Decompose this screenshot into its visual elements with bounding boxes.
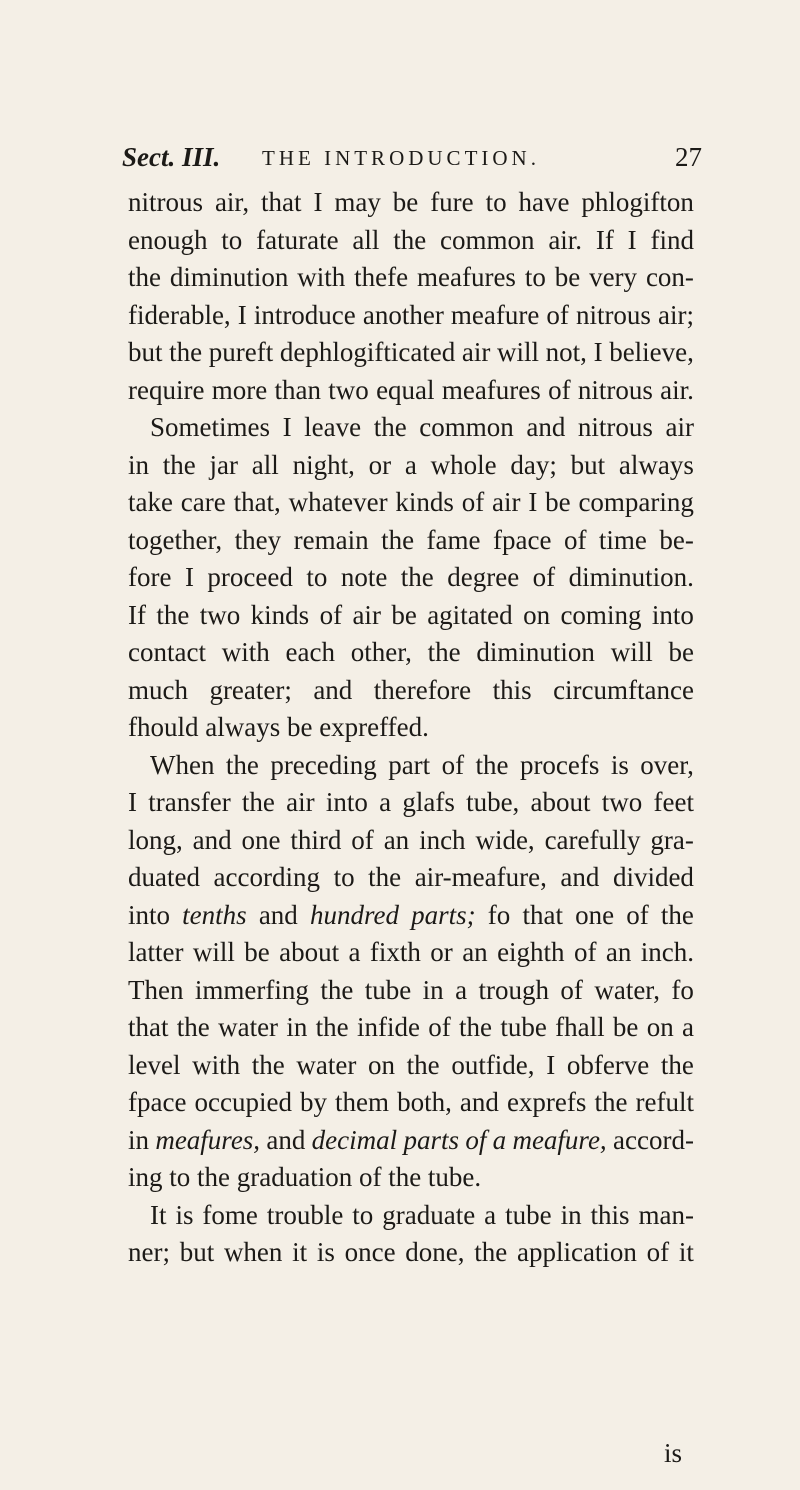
word: be [612, 1012, 639, 1042]
text-line [128, 784, 694, 822]
word: the [373, 412, 407, 442]
word: of [573, 937, 597, 967]
word: the [225, 749, 259, 780]
word: common [440, 224, 535, 255]
text-line [128, 897, 694, 935]
word: more [211, 374, 268, 405]
section-label: Sect. III. [122, 142, 221, 172]
word: third [290, 824, 342, 855]
word: latter [128, 937, 184, 967]
text-line: fhould always be expreffed. [128, 712, 429, 742]
word: into [128, 899, 171, 930]
word: other, [350, 637, 412, 667]
word: agitated [427, 599, 513, 630]
word: kinds [395, 487, 454, 517]
word: I [627, 224, 637, 255]
word: to [333, 862, 355, 892]
word: or [368, 449, 392, 480]
word: the [594, 1087, 628, 1117]
word: of [441, 749, 465, 780]
word: the [475, 749, 509, 780]
word: tenths [182, 899, 247, 930]
word: always [618, 449, 694, 480]
text-line [128, 372, 694, 410]
word: fpace [493, 524, 552, 555]
word: greater; [209, 674, 292, 705]
word: this [492, 674, 532, 705]
text-line [128, 934, 694, 972]
word: parts; [411, 899, 476, 930]
word: is [316, 1237, 335, 1267]
word: the [162, 449, 196, 480]
word: together, [128, 524, 223, 555]
word: transfer [148, 787, 231, 817]
word: of [351, 824, 374, 855]
word: air. [660, 374, 694, 405]
text-line [128, 672, 694, 710]
word: It [150, 1199, 167, 1230]
word: believe, [609, 337, 694, 367]
word: the [660, 1049, 694, 1080]
word: and [192, 824, 232, 855]
word: air [286, 787, 315, 817]
word: the [320, 974, 354, 1005]
word: feet [653, 787, 694, 817]
text-line [128, 297, 694, 335]
word: according [213, 862, 320, 892]
text-line [128, 334, 694, 372]
word: level [128, 1049, 181, 1080]
word: be [392, 187, 419, 217]
word: two [601, 787, 643, 817]
word: faturate [256, 224, 339, 255]
word: be [668, 637, 694, 667]
word: to [485, 187, 507, 217]
word: with [297, 262, 346, 292]
word: I [237, 299, 247, 330]
word: air [665, 412, 694, 442]
word: I [128, 787, 137, 817]
word: on [646, 1012, 674, 1042]
word: that, [233, 487, 281, 517]
word: a [379, 787, 392, 817]
word: an [383, 824, 410, 855]
word: be- [659, 524, 694, 555]
word: and [526, 412, 566, 442]
word: of [560, 974, 583, 1005]
word: meafures [417, 262, 516, 292]
word: of [532, 562, 556, 592]
word: inch [419, 824, 466, 855]
text-line [128, 484, 694, 522]
word: long, [128, 824, 183, 855]
word: of [546, 299, 569, 330]
word: in [286, 1012, 308, 1042]
word: is [610, 749, 629, 780]
word: night, [292, 449, 355, 480]
word: decimal [311, 1124, 398, 1155]
word: fo [671, 974, 694, 1005]
word: than [274, 374, 321, 405]
word: may [334, 187, 381, 217]
word: pureft [208, 337, 274, 367]
word: tube [364, 974, 412, 1005]
word: care [180, 487, 226, 517]
word: them [335, 1087, 390, 1117]
word: trough [478, 974, 549, 1005]
word: thefe [354, 262, 409, 292]
text-line [128, 409, 694, 447]
word: of [646, 1237, 670, 1267]
word: in [422, 974, 444, 1005]
word: fure [430, 187, 474, 217]
word: air [461, 337, 491, 367]
word: in [128, 1124, 150, 1155]
word: another [362, 299, 444, 330]
word: remain [293, 524, 369, 555]
word: with [192, 1049, 241, 1080]
word: refult [635, 1087, 694, 1117]
text-line [128, 1047, 694, 1085]
word: the [400, 562, 434, 592]
word: contact [128, 637, 206, 667]
word: the [459, 1012, 493, 1042]
word: all [352, 224, 380, 255]
word: into [325, 787, 368, 817]
word: very [589, 262, 638, 292]
word: divided [612, 862, 694, 892]
word: the [393, 224, 427, 255]
word: nitrous [575, 299, 651, 330]
text-line [128, 634, 694, 672]
text-line [128, 447, 694, 485]
word: to [352, 1199, 374, 1230]
word: When [150, 749, 215, 780]
word: fhall [555, 1012, 605, 1042]
word: a [492, 1124, 507, 1155]
word: tube, [466, 787, 520, 817]
word: a [682, 1012, 694, 1042]
word: time [598, 524, 647, 555]
text-line [128, 1197, 694, 1235]
word: with [221, 637, 270, 667]
word: jar [209, 449, 239, 480]
word: I [546, 1049, 556, 1080]
word: phlogifton [581, 187, 694, 217]
word: meafures, [155, 1124, 261, 1155]
word: infide [356, 1012, 420, 1042]
word: the [368, 862, 402, 892]
word: outfide, [451, 1049, 535, 1080]
word: tube [500, 1012, 547, 1042]
text-line [128, 972, 694, 1010]
word: will [192, 937, 235, 967]
word: but [570, 449, 606, 480]
word: they [234, 524, 282, 555]
word: of [563, 524, 587, 555]
word: air [352, 599, 381, 630]
word: when [223, 1237, 283, 1267]
word: of [428, 1012, 451, 1042]
word: on [523, 599, 551, 630]
word: diminution [476, 637, 595, 667]
word: meafure [450, 299, 540, 330]
word: and [560, 862, 600, 892]
word: tube [505, 1199, 552, 1230]
word: of [461, 487, 485, 517]
word: it [292, 1237, 308, 1267]
word: much [128, 674, 188, 705]
word: ner; [128, 1237, 170, 1267]
text-line [128, 184, 694, 222]
word: but [179, 1237, 215, 1267]
catchword: is [664, 1438, 683, 1468]
word: one [241, 824, 281, 855]
word: nitrous [128, 187, 204, 217]
word: therefore [373, 674, 472, 705]
word: diminution [169, 262, 289, 292]
word: to [221, 224, 243, 255]
word: I [313, 187, 323, 217]
word: leave [304, 412, 362, 442]
word: will [497, 337, 540, 367]
running-title: THE INTRODUCTION. [262, 146, 540, 170]
word: or [430, 937, 453, 967]
word: whatever [288, 487, 388, 517]
word: will [610, 637, 653, 667]
word: a [455, 974, 468, 1005]
word: air, [214, 187, 250, 217]
word: occupied [194, 1087, 292, 1117]
word: I [282, 412, 292, 442]
word: the [251, 1049, 285, 1080]
word: inch. [640, 937, 694, 967]
word: equal [376, 374, 435, 405]
word: dephlogifticated [279, 337, 456, 367]
word: kinds [250, 599, 310, 630]
word: an [605, 937, 632, 967]
word: both, [397, 1087, 452, 1117]
word: once [344, 1237, 396, 1267]
word: proceed [207, 562, 293, 592]
word: man- [638, 1199, 694, 1230]
word: fixth [369, 937, 421, 967]
word: graduate [382, 1199, 476, 1230]
word: I [593, 337, 603, 367]
word: circumftance [553, 674, 694, 705]
word: be [554, 262, 581, 292]
word: a [348, 937, 361, 967]
word: trouble [266, 1199, 344, 1230]
word: procefs [519, 749, 600, 780]
word: take [128, 487, 173, 517]
word: meafure, [512, 1124, 607, 1155]
word: all [251, 449, 279, 480]
text-line [128, 859, 694, 897]
word: of [548, 374, 571, 405]
word: exprefs [506, 1087, 587, 1117]
word: be [244, 937, 270, 967]
word: of [465, 1124, 487, 1155]
word: that [261, 187, 302, 217]
word: day; [510, 449, 557, 480]
word: preceding [270, 749, 377, 780]
word: I [184, 562, 194, 592]
text-line [128, 222, 694, 260]
word: this [590, 1199, 630, 1230]
running-head [122, 142, 702, 172]
word: I [528, 487, 538, 517]
word: and [313, 674, 353, 705]
word: about [530, 787, 591, 817]
word: air-meafure, [414, 862, 547, 892]
word: fame [426, 524, 481, 555]
word: the [381, 524, 415, 555]
word: enough [128, 224, 208, 255]
word: that [128, 1012, 169, 1042]
text-line [128, 1009, 694, 1047]
word: accord- [613, 1124, 694, 1155]
word: each [285, 637, 335, 667]
word: the [241, 787, 275, 817]
word: have [518, 187, 570, 217]
word: introduce [253, 299, 356, 330]
word: the [169, 337, 203, 367]
text-line [128, 822, 694, 860]
word: nitrous [577, 374, 653, 405]
word: about [279, 937, 340, 967]
word: common [419, 412, 514, 442]
word: glafs [402, 787, 455, 817]
word: on [368, 1049, 396, 1080]
text-line [128, 747, 694, 785]
word: meafures [441, 374, 541, 405]
word: air [492, 487, 521, 517]
text-line [128, 1234, 694, 1272]
word: over, [640, 749, 694, 780]
text-line [128, 522, 694, 560]
word: If [128, 599, 146, 630]
word: in [128, 449, 150, 480]
word: is [175, 1199, 194, 1230]
word: air. [548, 224, 583, 255]
word: fpace [128, 1087, 187, 1117]
word: degree [447, 562, 520, 592]
word: two [199, 599, 241, 630]
word: part [388, 749, 431, 780]
word: note [340, 562, 388, 592]
word: of [626, 899, 649, 930]
word: that [522, 899, 563, 930]
word: to [306, 562, 328, 592]
text-line: ing to the graduation of the tube. [128, 1162, 482, 1192]
word: gra- [650, 824, 694, 855]
word: obferve [566, 1049, 650, 1080]
word: water [296, 1049, 357, 1080]
text-line [128, 259, 694, 297]
word: Then [128, 974, 184, 1005]
word: If [595, 224, 614, 255]
word: the [176, 1012, 210, 1042]
word: and [258, 899, 298, 930]
text-line [128, 559, 694, 597]
word: one [575, 899, 615, 930]
word: parts [403, 1124, 459, 1155]
word: the [474, 1237, 508, 1267]
word: immerfing [194, 974, 309, 1005]
word: by [300, 1087, 327, 1117]
word: fo [487, 899, 511, 930]
text-line [128, 1084, 694, 1122]
word: done, [405, 1237, 465, 1267]
word: air; [658, 299, 694, 330]
word: fome [202, 1199, 258, 1230]
word: wide, [475, 824, 535, 855]
word: water, [594, 974, 660, 1005]
word: the [406, 1049, 440, 1080]
word: fore [128, 562, 172, 592]
text-line [128, 1122, 694, 1160]
page-number: 27 [675, 142, 702, 172]
word: to [524, 262, 546, 292]
word: it [678, 1237, 694, 1267]
word: but [128, 337, 163, 367]
word: the [156, 599, 190, 630]
word: be [545, 487, 571, 517]
word: an [462, 937, 488, 967]
word: of [319, 599, 343, 630]
word: be [391, 599, 417, 630]
word: coming [560, 599, 642, 630]
word: hundred [309, 899, 399, 930]
word: con- [645, 262, 694, 292]
word: a [484, 1199, 497, 1230]
word: and [266, 1124, 306, 1155]
word: the [660, 899, 694, 930]
word: fiderable, [128, 299, 231, 330]
word: and [459, 1087, 499, 1117]
word: water [218, 1012, 279, 1042]
word: Sometimes [150, 412, 270, 442]
word: find [650, 224, 694, 255]
word: application [516, 1237, 637, 1267]
word: require [128, 374, 205, 405]
word: the [427, 637, 461, 667]
word: two [328, 374, 369, 405]
word: a [404, 449, 417, 480]
word: comparing [578, 487, 694, 517]
word: carefully [544, 824, 641, 855]
word: not, [545, 337, 587, 367]
word: into [651, 599, 694, 630]
word: duated [128, 862, 200, 892]
word: the [128, 262, 161, 292]
word: the [315, 1012, 349, 1042]
body-text [128, 184, 694, 1272]
word: eighth [497, 937, 565, 967]
word: whole [430, 449, 497, 480]
word: nitrous [577, 412, 653, 442]
text-line [128, 597, 694, 635]
word: diminution. [568, 562, 694, 592]
word: in [560, 1199, 582, 1230]
